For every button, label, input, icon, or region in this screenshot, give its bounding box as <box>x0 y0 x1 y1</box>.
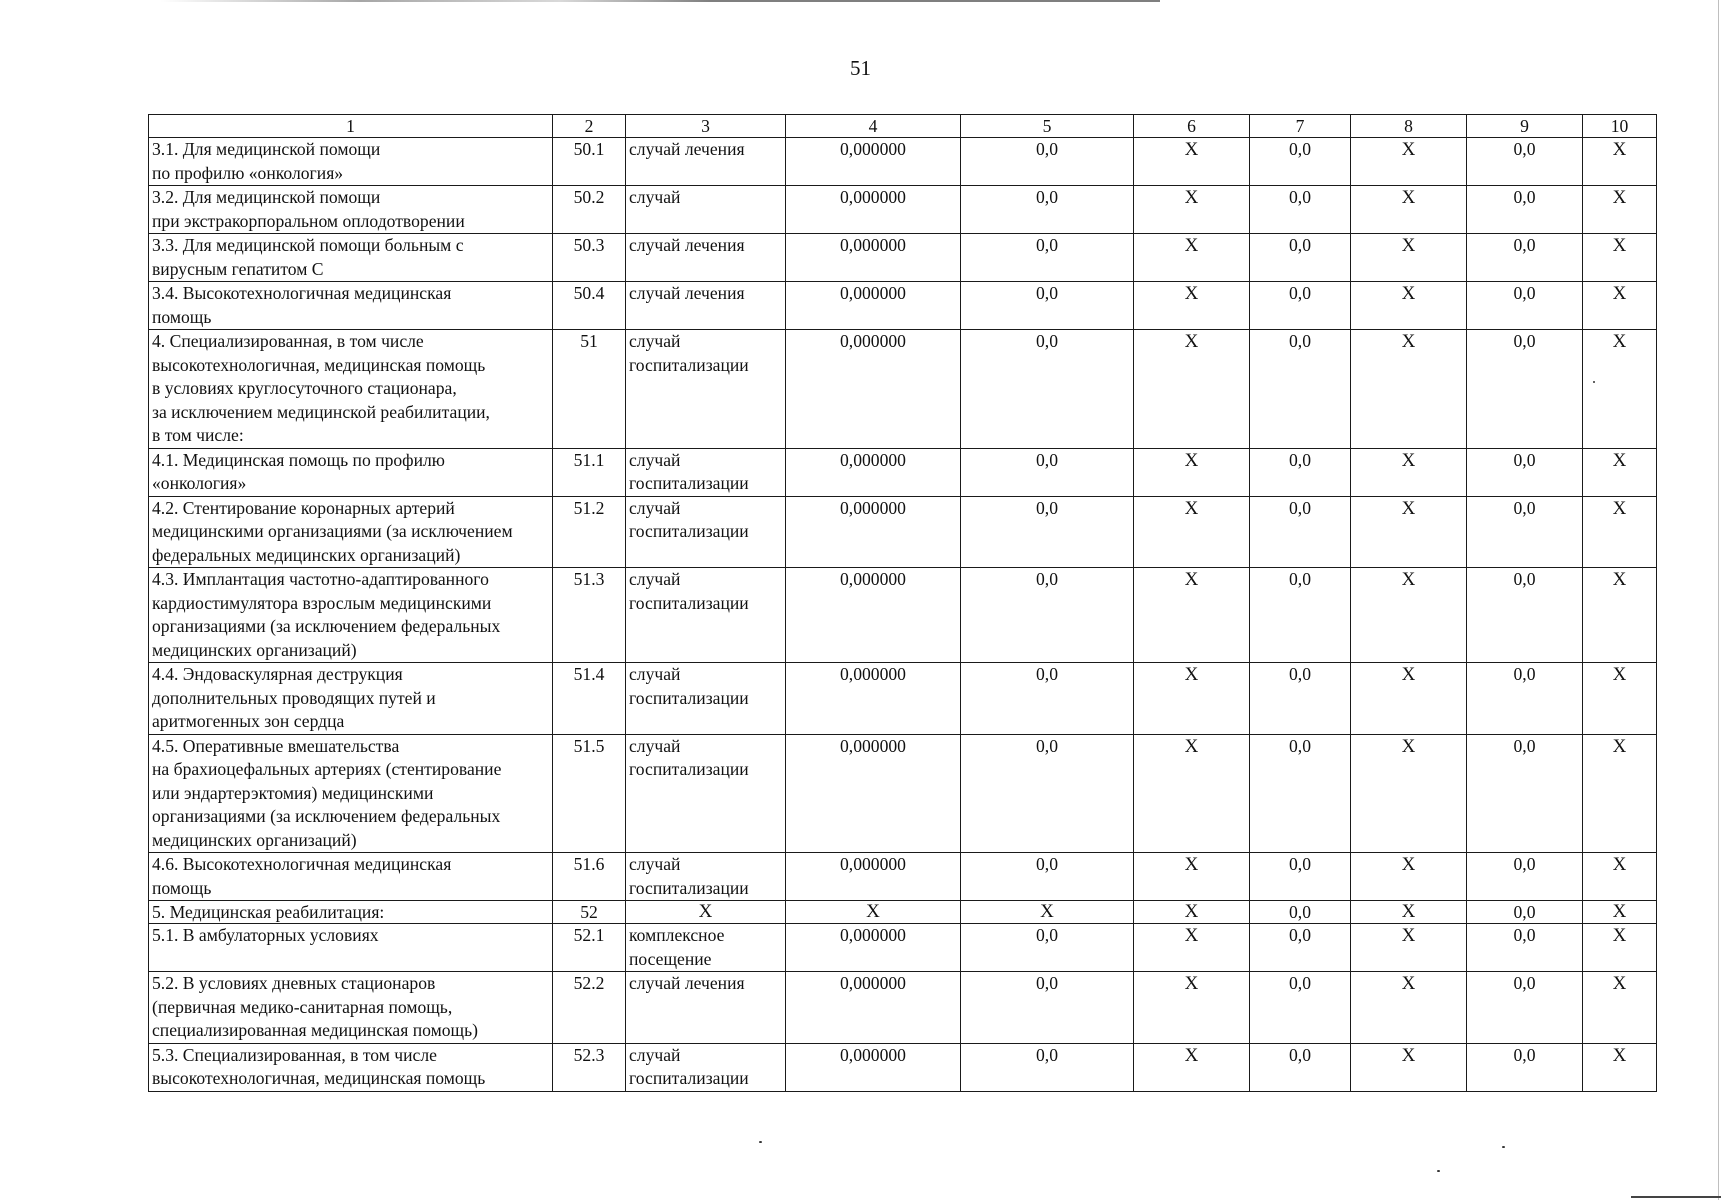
cell-line: случай <box>629 331 681 351</box>
cell-line: помощь <box>152 306 212 327</box>
header-cell: 8 <box>1351 115 1467 138</box>
cell-line: 3.1. Для медицинской помощи <box>152 139 381 159</box>
row-value-cell-c10: X <box>1583 568 1657 663</box>
cell-line: 4.3. Имплантация частотно-адаптированного <box>152 569 489 589</box>
cell-line: специализированная медицинская помощь) <box>152 1020 478 1040</box>
row-value-cell-c8: X <box>1351 853 1467 901</box>
row-value-cell-c9: 0,0 <box>1467 282 1583 330</box>
table-row <box>149 568 1657 663</box>
table-row <box>149 496 1657 568</box>
row-code-cell: 51.6 <box>553 853 626 901</box>
row-value-cell-c8: X <box>1351 186 1467 234</box>
cell-line: за исключением медицинской реабилитации, <box>152 401 490 422</box>
cell-line: 4. Специализированная, в том числе <box>152 331 424 351</box>
cell-line: случай <box>629 1044 681 1065</box>
table-row <box>149 186 1657 234</box>
row-code-cell: 52.3 <box>553 1043 626 1091</box>
table-body <box>149 138 1657 1092</box>
cell-line: 5.3. Специализированная, в том числе <box>152 1044 437 1065</box>
row-unit-cell <box>626 853 786 901</box>
cell-line: 4.2. Стентирование коронарных артерий <box>152 497 455 518</box>
row-value-cell-c6: X <box>1134 972 1250 1044</box>
header-cell: 2 <box>553 115 626 138</box>
row-value-cell-c6: X <box>1134 924 1250 972</box>
row-name-cell <box>149 734 553 853</box>
table-row <box>149 138 1657 186</box>
row-value-cell-c5: 0,0 <box>961 568 1134 663</box>
row-code-cell: 52.2 <box>553 972 626 1044</box>
cell-line: «онкология» <box>152 473 247 493</box>
cell-line: 5.1. В амбулаторных условиях <box>152 925 379 945</box>
row-name-cell <box>149 853 553 901</box>
table-row <box>149 282 1657 330</box>
row-value-cell-c4: 0,000000 <box>786 448 961 496</box>
cell-line: госпитализации <box>629 354 749 375</box>
cell-line: госпитализации <box>629 473 749 493</box>
cell-line: случай лечения <box>629 139 745 159</box>
row-value-cell-c8: X <box>1351 972 1467 1044</box>
row-code-cell: 51.1 <box>553 448 626 496</box>
row-value-cell-c7: 0,0 <box>1250 924 1351 972</box>
row-value-cell-c10: X <box>1583 734 1657 853</box>
row-name-cell <box>149 924 553 972</box>
row-value-cell-c5: 0,0 <box>961 853 1134 901</box>
row-name-cell <box>149 234 553 282</box>
row-value-cell-c10: X <box>1583 448 1657 496</box>
row-unit-cell <box>626 972 786 1044</box>
row-value-cell-c9: 0,0 <box>1467 853 1583 901</box>
cell-line: госпитализации <box>629 521 749 541</box>
scan-edge-line <box>160 0 1160 2</box>
cell-line: случай лечения <box>629 235 745 255</box>
row-value-cell-c6: X <box>1134 568 1250 663</box>
row-name-cell <box>149 901 553 924</box>
row-name-cell <box>149 496 553 568</box>
table-row <box>149 330 1657 449</box>
row-value-cell-c10: X <box>1583 330 1657 449</box>
cell-line: 4.5. Оперативные вмешательства <box>152 735 400 756</box>
row-value-cell-c9: 0,0 <box>1467 234 1583 282</box>
cell-line: 3.4. Высокотехнологичная медицинская <box>152 283 452 303</box>
cell-line: 3.3. Для медицинской помощи больным с <box>152 235 464 255</box>
cell-line: вирусным гепатитом С <box>152 258 324 279</box>
row-value-cell-c7: 0,0 <box>1250 1043 1351 1091</box>
row-unit-cell <box>626 901 786 924</box>
row-value-cell-c10: X <box>1583 282 1657 330</box>
row-value-cell-c9: 0,0 <box>1467 138 1583 186</box>
cell-line: 5.2. В условиях дневных стационаров <box>152 973 436 993</box>
row-code-cell: 51 <box>553 330 626 449</box>
cell-line: X <box>698 901 713 922</box>
cell-line: аритмогенных зон сердца <box>152 711 345 731</box>
row-unit-cell <box>626 186 786 234</box>
row-name-cell <box>149 972 553 1044</box>
table-row <box>149 234 1657 282</box>
cell-line: или эндартерэктомия) медицинскими <box>152 782 434 803</box>
cell-line: случай лечения <box>629 973 745 993</box>
row-value-cell-c6: X <box>1134 1043 1250 1091</box>
row-value-cell-c7: 0,0 <box>1250 234 1351 282</box>
row-unit-cell <box>626 448 786 496</box>
header-cell: 1 <box>149 115 553 138</box>
row-value-cell-c6: X <box>1134 186 1250 234</box>
cell-line: высокотехнологичная, медицинская помощь <box>152 354 486 375</box>
row-value-cell-c5: 0,0 <box>961 1043 1134 1091</box>
row-value-cell-c7: 0,0 <box>1250 853 1351 901</box>
scan-speck <box>1593 381 1595 383</box>
scan-edge-line <box>1631 1196 1721 1198</box>
row-value-cell-c4: 0,000000 <box>786 663 961 735</box>
row-code-cell: 50.3 <box>553 234 626 282</box>
cell-line: 3.2. Для медицинской помощи <box>152 187 381 207</box>
row-name-cell <box>149 448 553 496</box>
row-value-cell-c10: X <box>1583 1043 1657 1091</box>
row-value-cell-c8: X <box>1351 330 1467 449</box>
scan-right-edge <box>1718 0 1720 1200</box>
row-value-cell-c7: 0,0 <box>1250 330 1351 449</box>
page-number: 51 <box>850 56 871 80</box>
cell-line: медицинских организаций) <box>152 829 357 850</box>
row-code-cell: 52 <box>553 901 626 924</box>
row-value-cell-c4: 0,000000 <box>786 924 961 972</box>
row-value-cell-c10: X <box>1583 924 1657 972</box>
row-value-cell-c9: 0,0 <box>1467 330 1583 449</box>
row-value-cell-c7: 0,0 <box>1250 448 1351 496</box>
row-unit-cell <box>626 568 786 663</box>
table-row <box>149 1043 1657 1091</box>
row-value-cell-c9: 0,0 <box>1467 734 1583 853</box>
row-value-cell-c7: 0,0 <box>1250 972 1351 1044</box>
table-row <box>149 853 1657 901</box>
scan-speck <box>759 1141 762 1143</box>
row-value-cell-c7: 0,0 <box>1250 186 1351 234</box>
row-value-cell-c5: 0,0 <box>961 972 1134 1044</box>
cell-line: случай лечения <box>629 283 745 303</box>
row-code-cell: 51.2 <box>553 496 626 568</box>
row-value-cell-c9: 0,0 <box>1467 568 1583 663</box>
row-value-cell-c5: 0,0 <box>961 734 1134 853</box>
row-value-cell-c5: 0,0 <box>961 924 1134 972</box>
row-name-cell <box>149 282 553 330</box>
cell-line: госпитализации <box>629 592 749 613</box>
cell-line: при экстракорпоральном оплодотворении <box>152 210 465 231</box>
row-value-cell-c6: X <box>1134 734 1250 853</box>
row-value-cell-c8: X <box>1351 901 1467 924</box>
cell-line: медицинских организаций) <box>152 639 357 660</box>
row-value-cell-c5: 0,0 <box>961 282 1134 330</box>
row-value-cell-c6: X <box>1134 282 1250 330</box>
row-value-cell-c7: 0,0 <box>1250 496 1351 568</box>
row-code-cell: 52.1 <box>553 924 626 972</box>
row-name-cell <box>149 138 553 186</box>
cell-line: организациями (за исключением федеральных <box>152 806 501 826</box>
cell-line: случай <box>629 854 681 874</box>
header-cell: 6 <box>1134 115 1250 138</box>
row-value-cell-c10: X <box>1583 972 1657 1044</box>
row-value-cell-c9: 0,0 <box>1467 972 1583 1044</box>
cell-line: 4.4. Эндоваскулярная деструкция <box>152 664 403 684</box>
cell-line: медицинскими организациями (за исключением <box>152 521 513 541</box>
row-name-cell <box>149 186 553 234</box>
row-value-cell-c4: 0,000000 <box>786 234 961 282</box>
cell-line: (первичная медико-санитарная помощь, <box>152 996 453 1017</box>
row-value-cell-c6: X <box>1134 496 1250 568</box>
cell-line: посещение <box>629 948 712 969</box>
data-table <box>148 114 1657 1092</box>
row-unit-cell <box>626 138 786 186</box>
cell-line: кардиостимулятора взрослым медицинскими <box>152 592 492 613</box>
row-code-cell: 51.3 <box>553 568 626 663</box>
row-unit-cell <box>626 496 786 568</box>
row-value-cell-c4: 0,000000 <box>786 330 961 449</box>
row-value-cell-c8: X <box>1351 138 1467 186</box>
row-value-cell-c9: 0,0 <box>1467 1043 1583 1091</box>
row-unit-cell <box>626 1043 786 1091</box>
cell-line: федеральных медицинских организаций) <box>152 544 461 565</box>
row-code-cell: 51.4 <box>553 663 626 735</box>
row-value-cell-c4: 0,000000 <box>786 568 961 663</box>
table-row <box>149 901 1657 924</box>
row-value-cell-c8: X <box>1351 448 1467 496</box>
cell-line: в условиях круглосуточного стационара, <box>152 378 457 398</box>
row-value-cell-c10: X <box>1583 138 1657 186</box>
cell-line: по профилю «онкология» <box>152 162 344 183</box>
row-value-cell-c8: X <box>1351 282 1467 330</box>
row-unit-cell <box>626 234 786 282</box>
row-value-cell-c9: 0,0 <box>1467 186 1583 234</box>
row-value-cell-c9: 0,0 <box>1467 901 1583 924</box>
cell-line: случай <box>629 569 681 589</box>
row-value-cell-c8: X <box>1351 663 1467 735</box>
row-value-cell-c5: 0,0 <box>961 186 1134 234</box>
row-value-cell-c7: 0,0 <box>1250 734 1351 853</box>
cell-line: 4.1. Медицинская помощь по профилю <box>152 449 445 470</box>
row-value-cell-c4: 0,000000 <box>786 138 961 186</box>
row-value-cell-c5: 0,0 <box>961 448 1134 496</box>
row-value-cell-c10: X <box>1583 186 1657 234</box>
header-cell: 5 <box>961 115 1134 138</box>
cell-line: помощь <box>152 877 212 898</box>
row-value-cell-c10: X <box>1583 901 1657 924</box>
row-value-cell-c4: 0,000000 <box>786 282 961 330</box>
cell-line: комплексное <box>629 925 725 945</box>
row-value-cell-c8: X <box>1351 924 1467 972</box>
cell-line: случай <box>629 735 681 756</box>
cell-line: высокотехнологичная, медицинская помощь <box>152 1068 486 1088</box>
row-value-cell-c6: X <box>1134 234 1250 282</box>
row-value-cell-c6: X <box>1134 853 1250 901</box>
row-value-cell-c8: X <box>1351 734 1467 853</box>
row-value-cell-c4: 0,000000 <box>786 496 961 568</box>
table-row <box>149 448 1657 496</box>
row-value-cell-c10: X <box>1583 663 1657 735</box>
row-value-cell-c5: 0,0 <box>961 496 1134 568</box>
header-cell: 10 <box>1583 115 1657 138</box>
row-value-cell-c6: X <box>1134 663 1250 735</box>
scan-speck <box>1437 1170 1440 1172</box>
row-name-cell <box>149 663 553 735</box>
row-value-cell-c10: X <box>1583 496 1657 568</box>
header-cell: 7 <box>1250 115 1351 138</box>
row-value-cell-c7: 0,0 <box>1250 901 1351 924</box>
cell-line: организациями (за исключением федеральных <box>152 616 501 636</box>
row-value-cell-c9: 0,0 <box>1467 924 1583 972</box>
row-value-cell-c5: 0,0 <box>961 663 1134 735</box>
row-value-cell-c5: 0,0 <box>961 138 1134 186</box>
row-unit-cell <box>626 924 786 972</box>
row-value-cell-c7: 0,0 <box>1250 663 1351 735</box>
row-value-cell-c4: X <box>786 901 961 924</box>
row-value-cell-c10: X <box>1583 853 1657 901</box>
row-value-cell-c5: 0,0 <box>961 330 1134 449</box>
row-unit-cell <box>626 330 786 449</box>
row-code-cell: 50.2 <box>553 186 626 234</box>
row-code-cell: 50.4 <box>553 282 626 330</box>
cell-line: госпитализации <box>629 1068 749 1088</box>
row-value-cell-c5: 0,0 <box>961 234 1134 282</box>
row-value-cell-c6: X <box>1134 330 1250 449</box>
cell-line: госпитализации <box>629 687 749 708</box>
cell-line: случай <box>629 187 681 207</box>
cell-line: случай <box>629 497 681 518</box>
row-unit-cell <box>626 734 786 853</box>
row-code-cell: 51.5 <box>553 734 626 853</box>
cell-line: госпитализации <box>629 877 749 898</box>
row-code-cell: 50.1 <box>553 138 626 186</box>
row-name-cell <box>149 330 553 449</box>
row-value-cell-c6: X <box>1134 901 1250 924</box>
row-name-cell <box>149 568 553 663</box>
row-value-cell-c4: 0,000000 <box>786 734 961 853</box>
table-row <box>149 924 1657 972</box>
header-cell: 3 <box>626 115 786 138</box>
cell-line: случай <box>629 449 681 470</box>
cell-line: в том числе: <box>152 425 244 445</box>
row-unit-cell <box>626 663 786 735</box>
cell-line: дополнительных проводящих путей и <box>152 687 436 708</box>
row-value-cell-c9: 0,0 <box>1467 663 1583 735</box>
header-row <box>149 115 1657 138</box>
row-value-cell-c8: X <box>1351 568 1467 663</box>
cell-line: 5. Медицинская реабилитация: <box>152 902 385 922</box>
row-value-cell-c4: 0,000000 <box>786 972 961 1044</box>
row-unit-cell <box>626 282 786 330</box>
row-name-cell <box>149 1043 553 1091</box>
row-value-cell-c5: X <box>961 901 1134 924</box>
header-cell: 4 <box>786 115 961 138</box>
row-value-cell-c7: 0,0 <box>1250 568 1351 663</box>
cell-line: случай <box>629 664 681 684</box>
row-value-cell-c8: X <box>1351 234 1467 282</box>
header-cell: 9 <box>1467 115 1583 138</box>
row-value-cell-c6: X <box>1134 448 1250 496</box>
row-value-cell-c9: 0,0 <box>1467 448 1583 496</box>
table-row <box>149 663 1657 735</box>
row-value-cell-c10: X <box>1583 234 1657 282</box>
row-value-cell-c7: 0,0 <box>1250 282 1351 330</box>
row-value-cell-c8: X <box>1351 496 1467 568</box>
row-value-cell-c4: 0,000000 <box>786 853 961 901</box>
cell-line: на брахиоцефальных артериях (стентирование <box>152 759 502 779</box>
table-row <box>149 734 1657 853</box>
row-value-cell-c7: 0,0 <box>1250 138 1351 186</box>
row-value-cell-c8: X <box>1351 1043 1467 1091</box>
cell-line: 4.6. Высокотехнологичная медицинская <box>152 854 452 874</box>
scan-speck <box>1502 1146 1505 1148</box>
row-value-cell-c4: 0,000000 <box>786 186 961 234</box>
row-value-cell-c6: X <box>1134 138 1250 186</box>
table-row <box>149 972 1657 1044</box>
cell-line: госпитализации <box>629 759 749 779</box>
row-value-cell-c9: 0,0 <box>1467 496 1583 568</box>
row-value-cell-c4: 0,000000 <box>786 1043 961 1091</box>
